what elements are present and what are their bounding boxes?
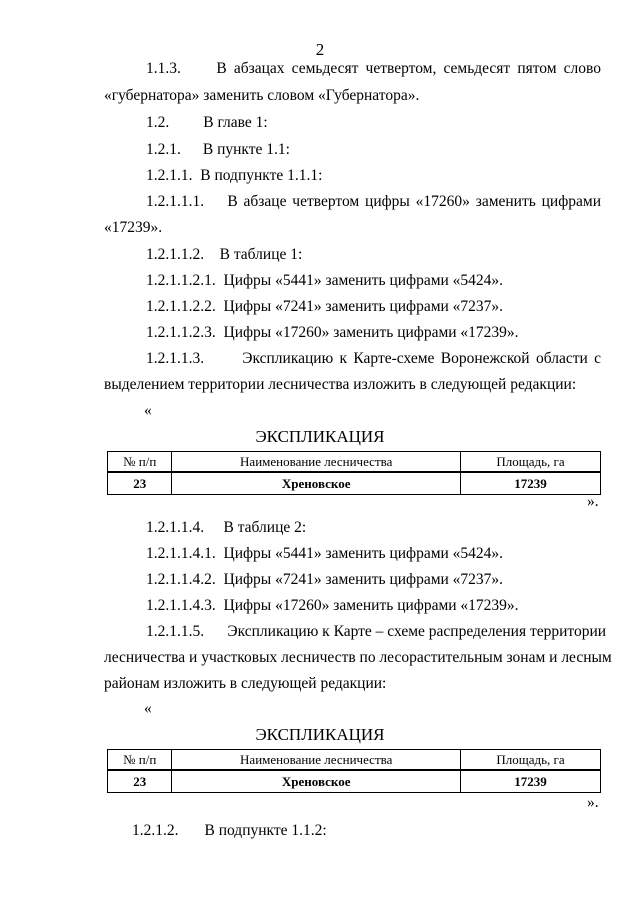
paragraph-15-third-line: районам изложить в следующей редакции: xyxy=(104,675,387,692)
cell-name: Хреновское xyxy=(172,472,461,495)
paragraph-number: 1.2.1.1.2.3. xyxy=(146,324,216,341)
paragraph-text: В подпункте 1.1.1: xyxy=(200,167,323,184)
paragraph-text: В главе 1: xyxy=(203,114,268,131)
paragraph-number: 1.2.1.1.4.1. xyxy=(146,545,216,562)
explication-table-1 xyxy=(107,451,601,495)
table-1-title: ЭКСПЛИКАЦИЯ xyxy=(255,427,385,446)
paragraph-9 xyxy=(146,324,519,342)
paragraph-text: В пункте 1.1: xyxy=(202,141,290,158)
open-quote-1: « xyxy=(144,402,152,419)
paragraph-10-first-line xyxy=(146,350,601,368)
paragraph-1-second-line: «губернатора» заменить словом «Губернатора». xyxy=(104,87,420,104)
paragraph-text: В подпункте 1.1.2: xyxy=(204,822,327,839)
cell-name: Хреновское xyxy=(172,770,461,793)
header-area: Площадь, га xyxy=(460,452,600,473)
paragraph-15-second-line: лесничества и участковых лесничеств по лесорастительным зонам и лесным xyxy=(104,649,612,666)
cell-area: 17239 xyxy=(460,472,600,495)
header-number: № п/п xyxy=(108,750,172,771)
table-2-title: ЭКСПЛИКАЦИЯ xyxy=(255,725,385,744)
paragraph-3 xyxy=(146,141,290,159)
paragraph-text: В таблице 1: xyxy=(219,246,303,263)
paragraph-11 xyxy=(146,519,306,537)
paragraph-5-second-line: «17239». xyxy=(104,219,163,236)
cell-number: 23 xyxy=(108,770,172,793)
header-number: № п/п xyxy=(108,452,172,473)
paragraph-15-first-line xyxy=(146,623,607,641)
paragraph-8 xyxy=(146,298,503,316)
paragraph-number: 1.2.1.1.2.1. xyxy=(146,272,216,289)
paragraph-10-second-line: выделением территории лесничества изложить в следующей редакции: xyxy=(104,376,577,393)
paragraph-2 xyxy=(146,114,268,132)
paragraph-number: 1.2.1.1.1. xyxy=(146,193,205,210)
paragraph-16 xyxy=(132,822,327,840)
paragraph-number: 1.2.1.1.4.2. xyxy=(146,571,216,588)
header-area: Площадь, га xyxy=(460,750,600,771)
paragraph-number: 1.2.1.1.3. xyxy=(146,350,205,367)
paragraph-text: Экспликацию к Карте-схеме Воронежской области с xyxy=(242,350,602,367)
paragraph-number: 1.2.1. xyxy=(146,141,181,158)
open-quote-2: « xyxy=(144,700,152,717)
paragraph-number: 1.2. xyxy=(146,114,170,131)
cell-number: 23 xyxy=(108,472,172,495)
close-quote-1: ». xyxy=(587,493,599,510)
paragraph-text: Экспликацию к Карте – схеме распределения территории xyxy=(227,623,607,640)
paragraph-text: Цифры «17260» заменить цифрами «17239». xyxy=(223,597,519,614)
paragraph-number: 1.2.1.1.2.2. xyxy=(146,298,216,315)
paragraph-number: 1.2.1.1.5. xyxy=(146,623,205,640)
header-name: Наименование лесничества xyxy=(172,452,461,473)
cell-area: 17239 xyxy=(460,770,600,793)
explication-table-2 xyxy=(107,749,601,793)
paragraph-text: В абзацах семьдесят четвертом, семьдесят пятом слово xyxy=(216,60,602,77)
paragraph-13 xyxy=(146,571,503,589)
close-quote-2: ». xyxy=(587,794,599,811)
paragraph-text: Цифры «7241» заменить цифрами «7237». xyxy=(223,298,504,315)
paragraph-number: 1.2.1.1.4. xyxy=(146,519,205,536)
paragraph-6 xyxy=(146,246,302,264)
header-name: Наименование лесничества xyxy=(172,750,461,771)
table-header-row xyxy=(108,452,601,473)
paragraph-number: 1.2.1.1.4.3. xyxy=(146,597,216,614)
paragraph-number: 1.2.1.2. xyxy=(132,822,179,839)
table-header-row xyxy=(108,750,601,771)
paragraph-text: В абзаце четвертом цифры «17260» заменить цифрами xyxy=(227,193,601,210)
paragraph-5-first-line xyxy=(146,193,601,211)
paragraph-12 xyxy=(146,545,503,563)
paragraph-7 xyxy=(146,272,503,290)
paragraph-number: 1.2.1.1.2. xyxy=(146,246,205,263)
paragraph-1-first-line xyxy=(146,60,601,78)
paragraph-number: 1.2.1.1. xyxy=(146,167,193,184)
paragraph-4 xyxy=(146,167,322,185)
paragraph-text: Цифры «5441» заменить цифрами «5424». xyxy=(223,272,504,289)
paragraph-14 xyxy=(146,597,519,615)
table-row xyxy=(108,472,601,495)
page-number: 2 xyxy=(315,40,325,59)
table-row xyxy=(108,770,601,793)
paragraph-text: Цифры «17260» заменить цифрами «17239». xyxy=(223,324,519,341)
paragraph-text: Цифры «5441» заменить цифрами «5424». xyxy=(223,545,504,562)
paragraph-text: Цифры «7241» заменить цифрами «7237». xyxy=(223,571,504,588)
paragraph-number: 1.1.3. xyxy=(146,60,181,77)
paragraph-text: В таблице 2: xyxy=(223,519,307,536)
